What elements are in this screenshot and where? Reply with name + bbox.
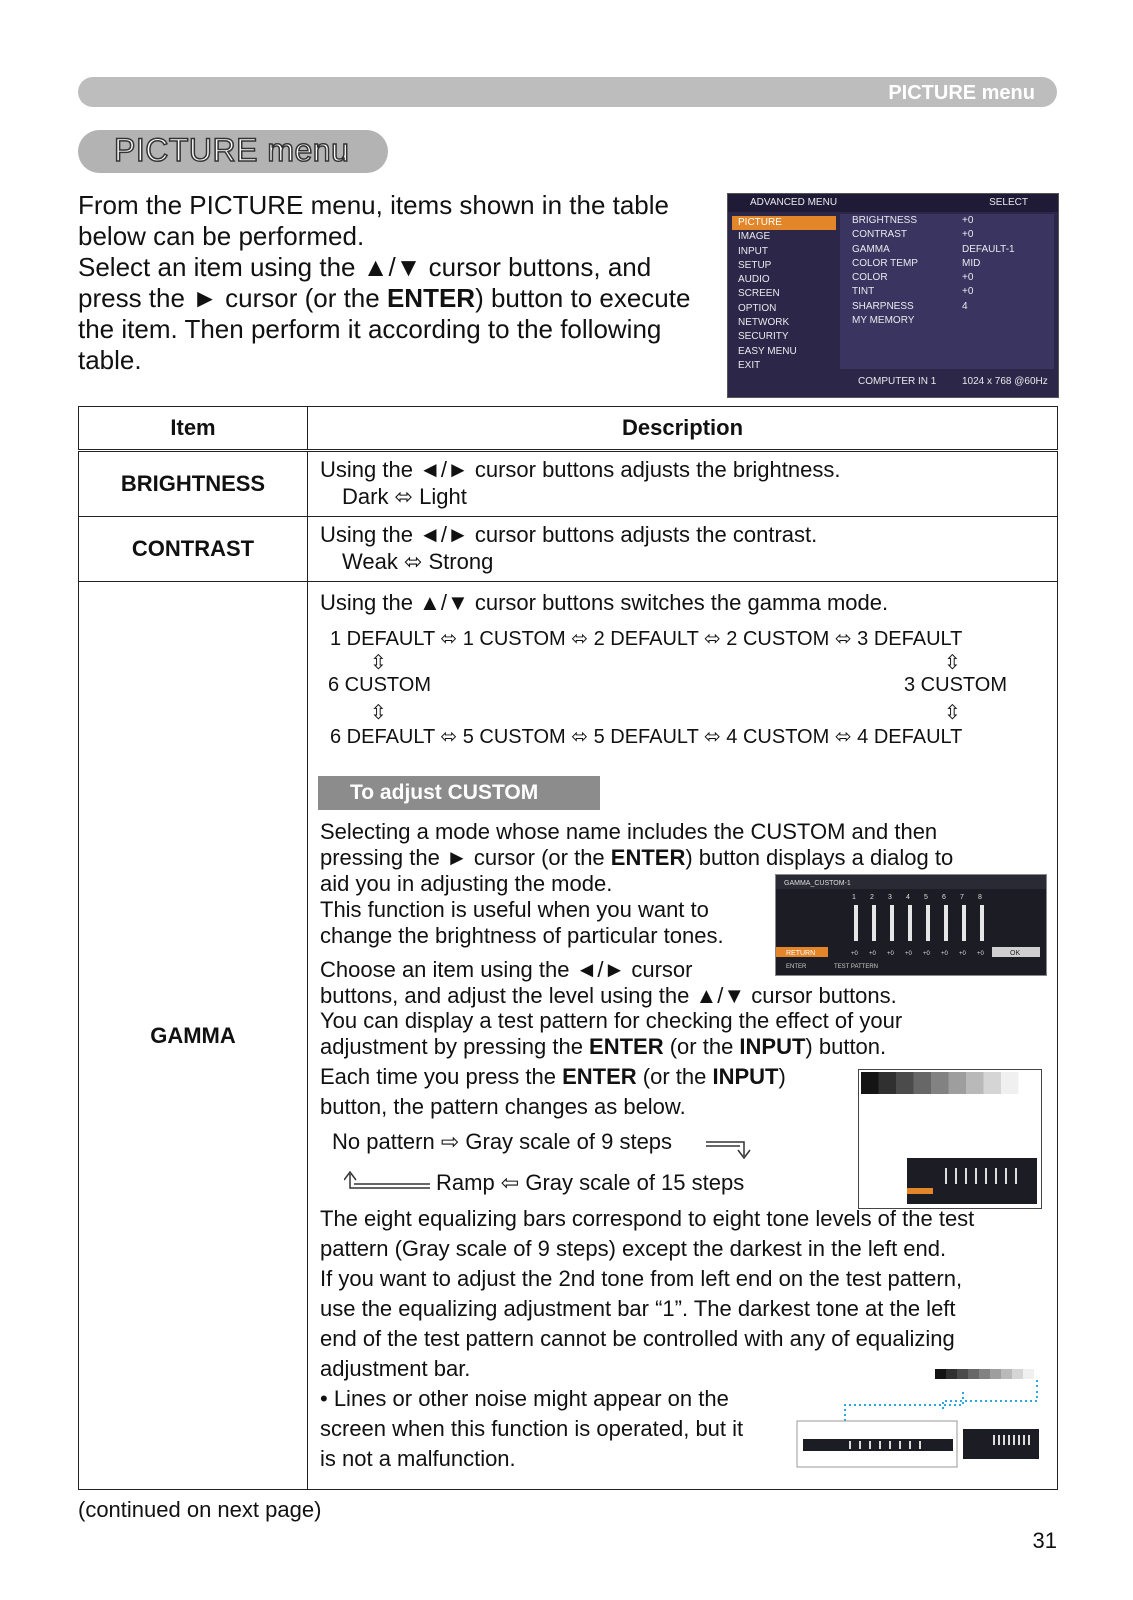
gray-step xyxy=(935,1369,946,1379)
gray-step xyxy=(949,1072,967,1094)
eq-dialog-title: GAMMA_CUSTOM-1 xyxy=(784,880,851,887)
eq-bar-label: 1 xyxy=(852,894,856,901)
mini-eq-bar xyxy=(965,1168,967,1184)
text-line: end of the test pattern cannot be controlled with any of equalizing xyxy=(320,1326,955,1351)
osd-input: COMPUTER IN 1 xyxy=(858,376,937,387)
noise-note xyxy=(320,1384,743,1474)
text-line: If you want to adjust the 2nd tone from left end on the test pattern, xyxy=(320,1266,963,1291)
text-run: adjustment by pressing the xyxy=(320,1034,590,1059)
eq-bar-label: 2 xyxy=(870,894,874,901)
cycle-arrow: ⇳ xyxy=(370,702,387,724)
eq-ok-label: OK xyxy=(1010,950,1021,957)
intro-line: below can be performed. xyxy=(78,221,365,251)
gamma-paragraph xyxy=(320,1204,1028,1384)
osd-sub-item-value: 4 xyxy=(962,300,968,312)
eq-bar-value: +0 xyxy=(869,951,876,957)
osd-sub-item xyxy=(840,243,1054,257)
mini-eq-bar xyxy=(879,1441,881,1449)
desc-contrast xyxy=(308,517,1058,582)
page-title: PICTURE menu xyxy=(114,132,350,168)
eq-return-label: RETURN xyxy=(786,950,816,957)
eq-bar-label: 4 xyxy=(906,894,910,901)
osd-sub-item-name: BRIGHTNESS xyxy=(852,215,918,226)
eq-bar-label: 8 xyxy=(978,894,982,901)
osd-sub-item-name: MY MEMORY xyxy=(852,315,915,327)
cycle-arrow: ⇳ xyxy=(944,652,961,674)
picture-menu-table xyxy=(78,406,1058,1490)
osd-signal: 1024 x 768 @60Hz xyxy=(962,376,1048,387)
mini-eq-bar xyxy=(1018,1435,1020,1445)
osd-menu-item: EXIT xyxy=(738,359,761,371)
osd-sub-item-name: CONTRAST xyxy=(852,229,907,241)
gray-step xyxy=(914,1072,932,1094)
gray-step xyxy=(990,1369,1001,1379)
cycle-left-label: 6 CUSTOM xyxy=(328,674,431,696)
continued-note: (continued on next page) xyxy=(78,1497,322,1522)
test-pattern-image xyxy=(858,1069,1042,1209)
intro-line: From the PICTURE menu, items shown in the table xyxy=(78,190,670,220)
gray-step xyxy=(1001,1369,1012,1379)
mini-eq-bar xyxy=(899,1441,901,1449)
text-line: adjustment bar. xyxy=(320,1356,471,1381)
key-enter: ENTER xyxy=(562,1064,637,1089)
table-row xyxy=(79,582,1058,1490)
mini-eq-bar xyxy=(889,1441,891,1449)
eq-bar-label: 3 xyxy=(888,894,892,901)
cycle-arrow: ⇳ xyxy=(944,702,961,724)
osd-menu-item: AUDIO xyxy=(738,274,770,286)
noise-illustration-image xyxy=(793,1367,1043,1477)
intro-line xyxy=(78,283,718,314)
intro-text xyxy=(78,190,718,376)
page-title-pill xyxy=(78,130,388,173)
mini-eq-bar xyxy=(1003,1435,1005,1445)
page-number: 31 xyxy=(1032,1528,1057,1553)
osd-sub-item-name: COLOR xyxy=(852,272,888,284)
gray-step xyxy=(861,1072,879,1094)
desc-gamma xyxy=(308,582,1058,1490)
eq-bar xyxy=(926,905,930,941)
eq-bar-value: +0 xyxy=(923,951,930,957)
mini-eq-bar xyxy=(909,1441,911,1449)
text-line: change the brightness of particular tones. xyxy=(320,923,724,948)
osd-sub-item xyxy=(840,228,1054,242)
eq-test-pattern-hint: TEST PATTERN xyxy=(834,964,879,970)
eq-enter-hint: ENTER xyxy=(786,964,807,970)
desc-line: Weak ⬄ Strong xyxy=(342,549,494,574)
header-description: Description xyxy=(308,407,1058,451)
osd-sub-item-value: +0 xyxy=(962,229,974,241)
key-enter: ENTER xyxy=(589,1034,664,1059)
subheading-adjust-custom: To adjust CUSTOM xyxy=(318,776,600,810)
text-line: use the equalizing adjustment bar “1”. The darkest tone at the left xyxy=(320,1296,956,1321)
text-line: buttons, and adjust the level using the ▲/▼ cursor buttons. xyxy=(320,983,897,1008)
osd-sub-item-name: TINT xyxy=(852,286,875,298)
mini-eq-bar xyxy=(1028,1435,1030,1445)
table-row xyxy=(79,451,1058,517)
osd-sub-item xyxy=(840,214,1054,228)
gray-step xyxy=(896,1072,914,1094)
eq-bar xyxy=(944,905,948,941)
eq-bar-value: +0 xyxy=(887,951,894,957)
text-line: screen when this function is operated, but it xyxy=(320,1416,744,1441)
intro-line: table. xyxy=(78,345,142,375)
equalizer-graphic xyxy=(776,875,1046,975)
table-row xyxy=(79,517,1058,582)
key-enter: ENTER xyxy=(610,845,686,870)
mini-eq-bar xyxy=(849,1441,851,1449)
eq-bar-label: 7 xyxy=(960,894,964,901)
gray-step xyxy=(946,1369,957,1379)
osd-sub-item xyxy=(840,271,1054,285)
text-line: aid you in adjusting the mode. xyxy=(320,871,613,896)
intro-line: Select an item using the ▲/▼ cursor buttons, and xyxy=(78,252,652,282)
key-input: INPUT xyxy=(739,1034,806,1059)
item-brightness: BRIGHTNESS xyxy=(79,451,308,517)
gamma-custom-dialog-image xyxy=(775,874,1047,976)
mini-eq-bar xyxy=(859,1441,861,1449)
osd-sub-item-value: +0 xyxy=(962,215,974,226)
gray-step xyxy=(931,1072,949,1094)
gray-step xyxy=(984,1072,1002,1094)
text-line xyxy=(320,1034,902,1060)
gray-scale-graphic xyxy=(859,1070,1041,1208)
text-line: Choose an item using the ◄/► cursor xyxy=(320,957,693,982)
osd-menu-item: IMAGE xyxy=(738,231,771,243)
text-line xyxy=(320,845,953,871)
mini-eq-bar xyxy=(919,1441,921,1449)
desc-line: Using the ◄/► cursor buttons adjusts the brightness. xyxy=(320,457,841,482)
arrow-down-icon xyxy=(706,1138,752,1164)
text-run: (or the xyxy=(663,1034,740,1059)
mini-eq-bar xyxy=(993,1435,995,1445)
arrow-up-icon xyxy=(344,1170,434,1192)
key-input: INPUT xyxy=(712,1064,779,1089)
eq-bar-value: +0 xyxy=(905,951,912,957)
pattern-sequence-line: Ramp ⇦ Gray scale of 15 steps xyxy=(436,1170,745,1195)
osd-menu-item: EASY MENU xyxy=(738,345,797,357)
osd-menu-item: SCREEN xyxy=(738,288,780,300)
eq-bar xyxy=(962,905,966,941)
text-line: This function is useful when you want to xyxy=(320,897,709,922)
section-header-bar xyxy=(78,77,1057,107)
eq-bar-value: +0 xyxy=(977,951,984,957)
osd-sub-item-value: +0 xyxy=(962,286,974,298)
cycle-arrow: ⇳ xyxy=(370,652,387,674)
gamma-intro: Using the ▲/▼ cursor buttons switches the gamma mode. xyxy=(320,590,889,615)
eq-bar xyxy=(854,905,858,941)
osd-sub-item-value: +0 xyxy=(962,272,974,284)
gray-step xyxy=(979,1369,990,1379)
osd-sub-item-value: DEFAULT-1 xyxy=(962,243,1015,255)
desc-line: Dark ⬄ Light xyxy=(342,484,467,509)
text-line: button, the pattern changes as below. xyxy=(320,1094,686,1119)
eq-bar xyxy=(980,905,984,941)
osd-menu-item: OPTION xyxy=(738,302,777,314)
intro-line: the item. Then perform it according to the following xyxy=(78,314,662,344)
key-enter: ENTER xyxy=(386,283,476,313)
gray-step xyxy=(1012,1369,1023,1379)
osd-sub-item-value: MID xyxy=(962,257,981,269)
text-line: pattern (Gray scale of 9 steps) except the darkest in the left end. xyxy=(320,1236,947,1261)
osd-sub-item xyxy=(840,257,1054,271)
osd-status-bar xyxy=(840,372,1054,392)
osd-select-hint: SELECT xyxy=(989,197,1028,208)
osd-menu-item: SETUP xyxy=(738,259,772,271)
gamma-cycle-row: 6 DEFAULT ⬄ 5 CUSTOM ⬄ 5 DEFAULT ⬄ 4 CUSTOM ⬄ 4 DEFAULT xyxy=(330,726,963,748)
gray-step xyxy=(957,1369,968,1379)
osd-sub-menu xyxy=(840,214,1054,369)
noise-graphic xyxy=(793,1367,1043,1477)
text-line xyxy=(320,1064,902,1090)
mini-eq-bar xyxy=(1013,1435,1015,1445)
section-label: PICTURE menu xyxy=(888,82,1035,104)
gamma-cycle-row: 1 DEFAULT ⬄ 1 CUSTOM ⬄ 2 DEFAULT ⬄ 2 CUSTOM ⬄ 3 DEFAULT xyxy=(330,628,963,650)
item-contrast: CONTRAST xyxy=(79,517,308,582)
item-gamma: GAMMA xyxy=(79,582,308,1490)
text-run: pressing the ► cursor (or the xyxy=(320,845,611,870)
text-line: is not a malfunction. xyxy=(320,1446,516,1471)
cycle-right-label: 3 CUSTOM xyxy=(904,674,1007,696)
text-run: ) button displays a dialog to xyxy=(685,845,954,870)
eq-bar xyxy=(908,905,912,941)
mini-eq-bar xyxy=(1005,1168,1007,1184)
mini-eq-bar xyxy=(975,1168,977,1184)
mini-eq-bar xyxy=(1008,1435,1010,1445)
text-run: ) xyxy=(778,1064,786,1089)
mini-eq-bar xyxy=(945,1168,947,1184)
advanced-menu-screenshot xyxy=(727,193,1059,398)
text-run: press the ► cursor (or the xyxy=(78,283,387,313)
osd-sub-item xyxy=(840,300,1054,314)
mini-eq-bar xyxy=(1023,1435,1025,1445)
mini-eq-bar xyxy=(998,1435,1000,1445)
eq-bar-value: +0 xyxy=(959,951,966,957)
gray-step xyxy=(968,1369,979,1379)
mini-eq-bar xyxy=(869,1441,871,1449)
eq-bar xyxy=(872,905,876,941)
eq-bar-value: +0 xyxy=(941,951,948,957)
eq-bar-label: 5 xyxy=(924,894,928,901)
mini-eq-bar xyxy=(955,1168,957,1184)
gray-step xyxy=(1001,1072,1019,1094)
header-item: Item xyxy=(79,407,308,451)
osd-menu-item: PICTURE xyxy=(732,216,836,230)
mini-eq-bar xyxy=(1015,1168,1017,1184)
osd-sub-item xyxy=(840,314,1054,328)
text-line: The eight equalizing bars correspond to eight tone levels of the test xyxy=(320,1206,975,1231)
mini-eq-bar xyxy=(995,1168,997,1184)
osd-title: ADVANCED MENU xyxy=(750,197,838,208)
gamma-paragraph xyxy=(320,1008,902,1120)
gray-step xyxy=(1023,1369,1034,1379)
desc-line: Using the ◄/► cursor buttons adjusts the contrast. xyxy=(320,522,818,547)
osd-sub-item-name: SHARPNESS xyxy=(852,300,914,312)
eq-bar-value: +0 xyxy=(851,951,858,957)
gray-step xyxy=(879,1072,897,1094)
text-run: Each time you press the xyxy=(320,1064,563,1089)
table-header-row xyxy=(79,407,1058,451)
osd-sub-item-name: GAMMA xyxy=(852,243,890,255)
text-run: ) button. xyxy=(805,1034,887,1059)
pattern-sequence-line: No pattern ⇨ Gray scale of 9 steps xyxy=(332,1129,673,1154)
osd-title-bar xyxy=(728,194,1058,212)
eq-bar xyxy=(890,905,894,941)
osd-menu-item: SECURITY xyxy=(738,331,789,343)
text-line: Selecting a mode whose name includes the CUSTOM and then xyxy=(320,819,938,844)
desc-brightness xyxy=(308,451,1058,517)
osd-sub-item xyxy=(840,285,1054,299)
osd-main-menu xyxy=(732,216,836,373)
text-line: You can display a test pattern for checking the effect of your xyxy=(320,1008,903,1033)
gray-step xyxy=(966,1072,984,1094)
osd-menu-item: INPUT xyxy=(738,245,768,257)
eq-bar-label: 6 xyxy=(942,894,946,901)
text-run: ) button to execute xyxy=(475,283,691,313)
osd-menu-item: NETWORK xyxy=(738,317,790,329)
text-line: • Lines or other noise might appear on the xyxy=(320,1386,729,1411)
mini-eq-bar xyxy=(985,1168,987,1184)
osd-sub-item-name: COLOR TEMP xyxy=(852,257,918,269)
text-run: (or the xyxy=(636,1064,713,1089)
